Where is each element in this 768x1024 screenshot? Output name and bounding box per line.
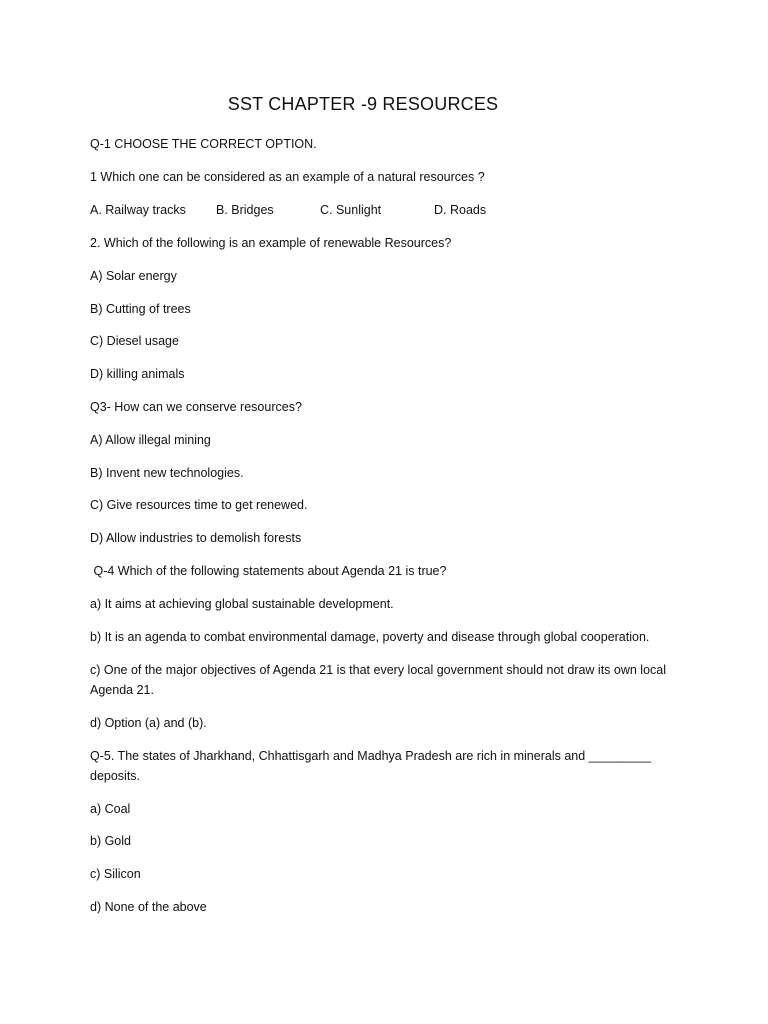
q4-option-b: b) It is an agenda to combat environmental damage, poverty and disease through global cooperation. [90, 630, 650, 644]
section-heading: Q-1 CHOOSE THE CORRECT OPTION. [90, 137, 317, 151]
q1-option-c: C. Sunlight [320, 203, 382, 217]
q5-option-d: d) None of the above [90, 900, 207, 914]
q1-option-b: B. Bridges [216, 203, 274, 217]
q4-option-a: a) It aims at achieving global sustainable development. [90, 597, 394, 611]
question-4: Q-4 Which of the following statements about Agenda 21 is true? [90, 564, 447, 578]
q5-option-c: c) Silicon [90, 867, 141, 881]
q1-option-a: A. Railway tracks [90, 203, 186, 217]
q3-option-b: B) Invent new technologies. [90, 466, 244, 480]
q2-option-a: A) Solar energy [90, 269, 177, 283]
q4-option-d: d) Option (a) and (b). [90, 716, 207, 730]
question-3: Q3- How can we conserve resources? [90, 400, 302, 414]
q1-option-d: D. Roads [434, 203, 487, 217]
page-title: SST CHAPTER -9 RESOURCES [227, 94, 499, 114]
question-2: 2. Which of the following is an example of renewable Resources? [90, 236, 452, 250]
q4-option-c: c) One of the major objectives of Agenda 21 is that every local government should not draw its own local Agenda 21. [90, 663, 667, 697]
q3-option-a: A) Allow illegal mining [90, 433, 211, 447]
q2-option-d: D) killing animals [90, 367, 185, 381]
q3-option-c: C) Give resources time to get renewed. [90, 498, 308, 512]
q5-option-b: b) Gold [90, 834, 131, 848]
q5-option-a: a) Coal [90, 802, 131, 816]
question-5: Q-5. The states of Jharkhand, Chhattisgarh and Madhya Pradesh are rich in minerals and _________ deposits. [90, 749, 652, 783]
q2-option-c: C) Diesel usage [90, 334, 179, 348]
q3-option-d: D) Allow industries to demolish forests [90, 531, 302, 545]
q2-option-b: B) Cutting of trees [90, 302, 191, 316]
question-1: 1 Which one can be considered as an example of a natural resources ? [90, 170, 485, 184]
